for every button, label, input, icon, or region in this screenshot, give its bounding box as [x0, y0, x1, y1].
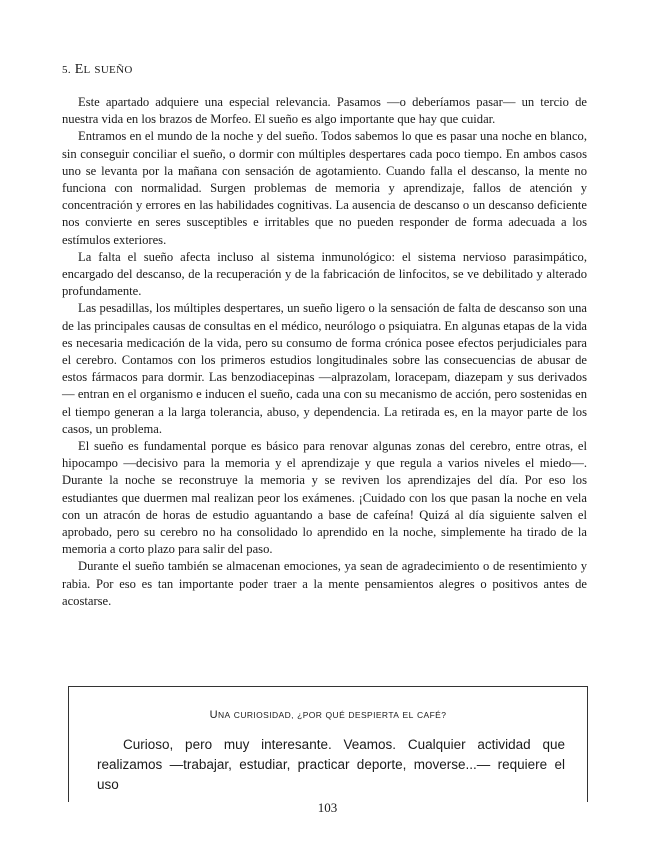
curiosity-box-body: Curioso, pero muy interesante. Veamos. Cualquier actividad que realizamos —trabajar, estudiar, practicar deporte, moverse...— requiere el uso: [97, 737, 565, 792]
curiosity-box: [68, 686, 588, 802]
paragraph: Durante el sueño también se almacenan emociones, ya sean de agradecimiento o de resentimiento y rabia. Por eso es tan importante poder traer a la mente pensamientos alegres o positivos antes de acostarse.: [62, 559, 587, 608]
paragraph: Este apartado adquiere una especial relevancia. Pasamos —o deberíamos pasar— un tercio de nuestra vida en los brazos de Morfeo. El sueño es algo importante que hay que cuidar.: [62, 95, 587, 127]
paragraph: Las pesadillas, los múltiples despertares, un sueño ligero o la sensación de falta de descanso son una de las principales causas de consultas en el médico, neurólogo o psiquiatra. En algunas etapas de la vida es necesaria medicación de la vida, pero su consumo de forma crónica posee efectos perjudiciales para el cerebro. Contamos con los primeros estudios longitudinales sobre las consecuencias de abusar de estos fármacos para dormir. Las benzodiacepinas —alprazolam, loracepam, diazepam y sus derivados— entran en el organismo e inducen el sueño, cada una con su mecanismo de acción, pero sostenidas en el tiempo generan a la larga tolerancia, abuso, y dependencia. La retirada es, en la mayor parte de los casos, un problema.: [62, 301, 587, 436]
paragraph: Entramos en el mundo de la noche y del sueño. Todos sabemos lo que es pasar una noche en blanco, sin conseguir conciliar el sueño, o dormir con múltiples despertares cada poco tiempo. En ambos casos uno se levanta por la mañana con sensación de agotamiento. Cuando falla el descanso, la mente no funciona con normalidad. Surgen problemas de memoria y aprendizaje, fallos de atención y concentración y errores en las habilidades cognitivas. La ausencia de descanso o un descanso deficiente nos convierte en seres susceptibles e irritables que no pueden responder de forma adecuada a los estímulos exteriores.: [62, 129, 587, 247]
paragraph: El sueño es fundamental porque es básico para renovar algunas zonas del cerebro, entre otras, el hipocampo —decisivo para la memoria y el aprendizaje y que regula a varios niveles el miedo—. Durante la noche se reconstruye la memoria y se reviven los aprendizajes del día. Por eso los estudiantes que duermen mal realizan peor los exámenes. ¡Cuidado con los que pasan la noche en vela con un atracón de horas de estudio aguantando a base de cafeína! Quizá al día siguiente salven el aprobado, pero su cerebro no ha consolidado lo aprendido en la noche, simplemente ha tirado de la memoria a corto plazo para salir del paso.: [62, 439, 587, 557]
page-content: [62, 58, 587, 610]
curiosity-box-title: UNA CURIOSIDAD, ¿POR QUÉ DESPIERTA EL CAFÉ?: [209, 709, 447, 721]
section-title: 5. EL SUEÑO: [62, 62, 133, 77]
paragraph: La falta el sueño afecta incluso al sistema inmunológico: el sistema nervioso parasimpático, encargado del descanso, de la recuperación y de la fabricación de linfocitos, se ve debilitado y alterado profundamente.: [62, 249, 587, 299]
page-number: 103: [317, 800, 338, 815]
